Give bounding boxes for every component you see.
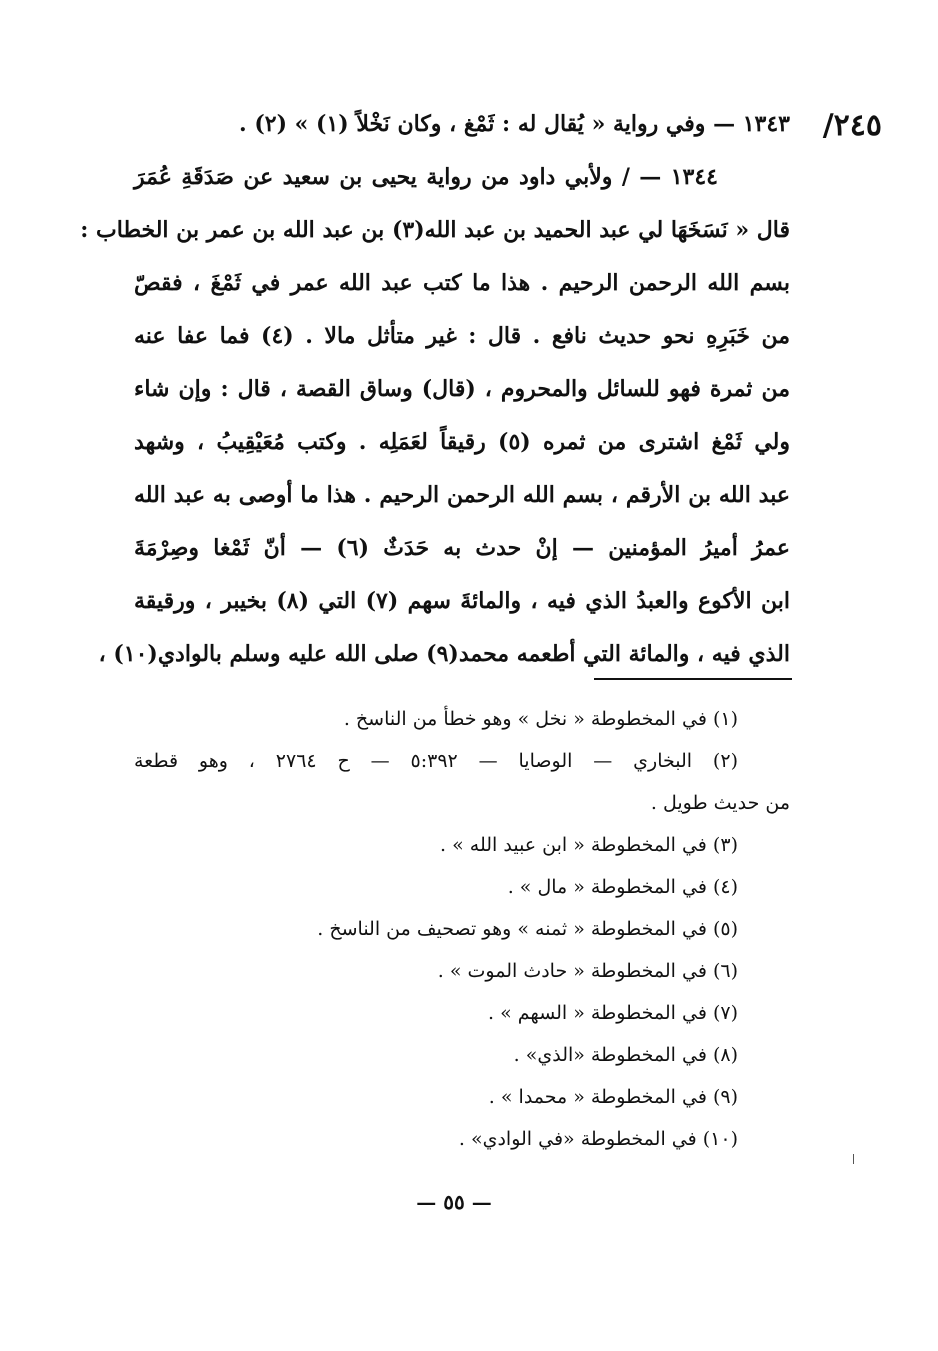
- footnote: (٦) في المخطوطة « حادث الموت » .: [437, 960, 738, 982]
- text-line: قال « نَسَخَهَا لي عبد الحميد بن عبد الله(٣) بن عبد الله بن عمر بن الخطاب :: [80, 217, 790, 243]
- scan-speck: [853, 1154, 854, 1164]
- text-line: عمرُ أميرُ المؤمنين — إنْ حدث به حَدَثٌ (٦) — أنّ ثَمْغا وصِرْمَةَ: [134, 535, 791, 561]
- footnote: (٥) في المخطوطة « ثمنه » وهو تصحيف من الناسخ .: [317, 918, 738, 940]
- footnote: (١) في المخطوطة « نخل » وهو خطأ من الناسخ .: [343, 708, 738, 730]
- text-line: من خَبَرِهِ نحو حديث نافع . قال : غير متأثل مالا . (٤) فما عفا عنه: [134, 323, 790, 349]
- text-line: ابن الأكوع والعبدُ الذي فيه ، والمائةَ سهم (٧) التي (٨) بخيبر ، ورقيقة: [134, 588, 790, 614]
- footnote: (٨) في المخطوطة «الذي» .: [513, 1044, 738, 1066]
- footnote: (٣) في المخطوطة « ابن عبيد الله » .: [440, 834, 738, 856]
- footnote: (٧) في المخطوطة « السهم » .: [488, 1002, 738, 1024]
- footnote: (٩) في المخطوطة « محمدا » .: [488, 1086, 738, 1108]
- text-line: عبد الله بن الأرقم ، بسم الله الرحمن الرحيم . هذا ما أوصى به عبد الله: [134, 482, 790, 508]
- page-number: — ٥٥ —: [416, 1190, 492, 1214]
- footnote: (٢) البخاري — الوصايا — ٥:٣٩٢ — ح ٢٧٦٤ ، وهو قطعة: [134, 750, 738, 772]
- text-line: ١٣٤٤ — / ولأبي داود من رواية يحيى بن سعيد عن صَدَقَةِ عُمَرَ: [134, 164, 718, 190]
- footnote: (٤) في المخطوطة « مال » .: [507, 876, 738, 898]
- footnotes: [134, 698, 790, 1160]
- text-line: ولي ثَمْغ اشترى من ثمره (٥) رقيقاً لعَمَلِه . وكتب مُعَيْقِيبُ ، وشهد: [134, 429, 790, 455]
- footnote-separator: [594, 678, 792, 680]
- text-line: من ثمرة فهو للسائل والمحروم ، (قال) وساق القصة ، قال : وإن شاء: [134, 376, 790, 402]
- text-line: بسم الله الرحمن الرحيم . هذا ما كتب عبد الله عمر في ثَمْغَ ، فقصّ: [134, 270, 790, 296]
- footnote: (١٠) في المخطوطة «في الوادي» .: [458, 1128, 738, 1150]
- text-line: الذي فيه ، والمائة التي أطعمه محمد(٩) صلى الله عليه وسلم بالوادي(١٠) ،: [98, 641, 790, 667]
- text-line: ١٣٤٣ — وفي رواية « يُقال له : ثَمْغ ، وكان نَخْلاً (١) » (٢) .: [239, 111, 790, 137]
- margin-page-reference: ٢٤٥/: [822, 108, 882, 143]
- footnote-continuation: من حديث طويل .: [650, 792, 790, 814]
- main-text: [80, 98, 791, 681]
